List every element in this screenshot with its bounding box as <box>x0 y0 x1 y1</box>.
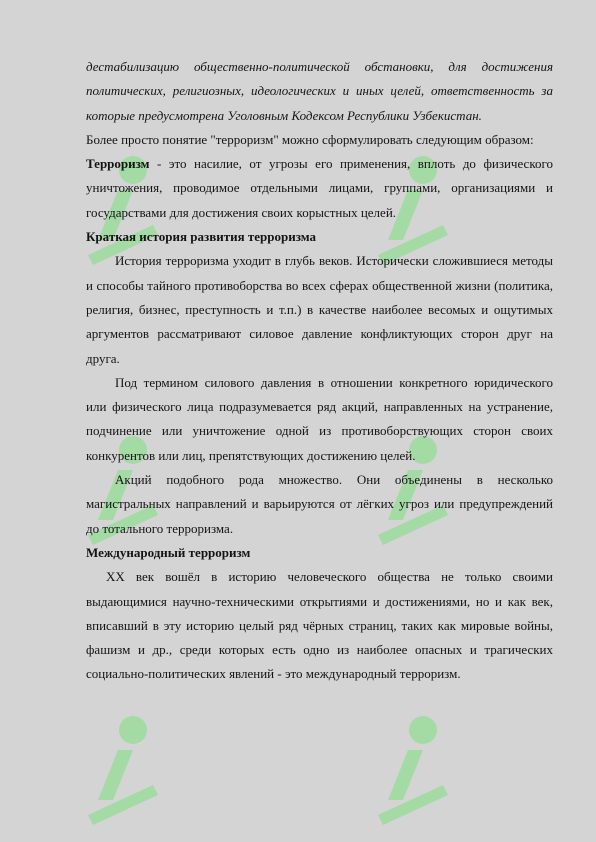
paragraph-international: XX век вошёл в историю человеческого общества не только своими выдающимися научно-техническими открытиями и достижениями, но и как век, вписавший в эту историю целый ряд чёрных страниц, таких как мировые войны, фашизм и др., среди которых есть одно из наиболее опасных и трагических социально-политических явлений - это международный терроризм. <box>86 569 553 682</box>
term-definition-text: - это насилие, от угрозы его применения, вплоть до физического уничтожения, проводимое отдельными лицами, группами, организациями и государствами для достижения своих корыстных целей. <box>86 156 553 220</box>
term-terrorism: Терроризм <box>86 156 150 172</box>
paragraph-actions: Акций подобного рода множество. Они объединены в несколько магистральных направлений и варьируются от лёгких угроз или предупреждений до тотального терроризма. <box>86 472 553 536</box>
paragraph-history: История терроризма уходит в глубь веков. Исторически сложившиеся методы и способы тайного противоборства во всех сферах общественной жизни (политика, религия, бизнес, преступность и т.п.) в качестве наиболее весомых и ощутимых аргументов рассматривают силовое давление конфликтующих сторон друг на друга. <box>86 253 553 366</box>
document-page <box>86 55 553 687</box>
paragraph-simple-definition: Более просто понятие "терроризм" можно сформулировать следующим образом: <box>86 131 534 147</box>
section-heading-international: Международный терроризм <box>86 544 251 560</box>
paragraph-definition-continuation: дестабилизацию общественно-политической обстановки, для достижения политических, религиозных, идеологических и иных целей, ответственность за которые предусмотрена Уголовным Кодексом Республики Узбекистан. <box>86 59 553 123</box>
paragraph-terrorism-definition <box>86 152 553 225</box>
section-heading-history: Краткая история развития терроризма <box>86 229 317 245</box>
watermark-logo-icon <box>78 690 168 830</box>
paragraph-force-pressure: Под термином силового давления в отношении конкретного юридического или физического лица подразумевается ряд акций, направленных на устранение, подчинение или уничтожение одной из противоборствующих сторон своих конкурентов или лиц, препятствующих достижению целей. <box>86 374 553 463</box>
watermark-logo-icon <box>368 690 458 830</box>
